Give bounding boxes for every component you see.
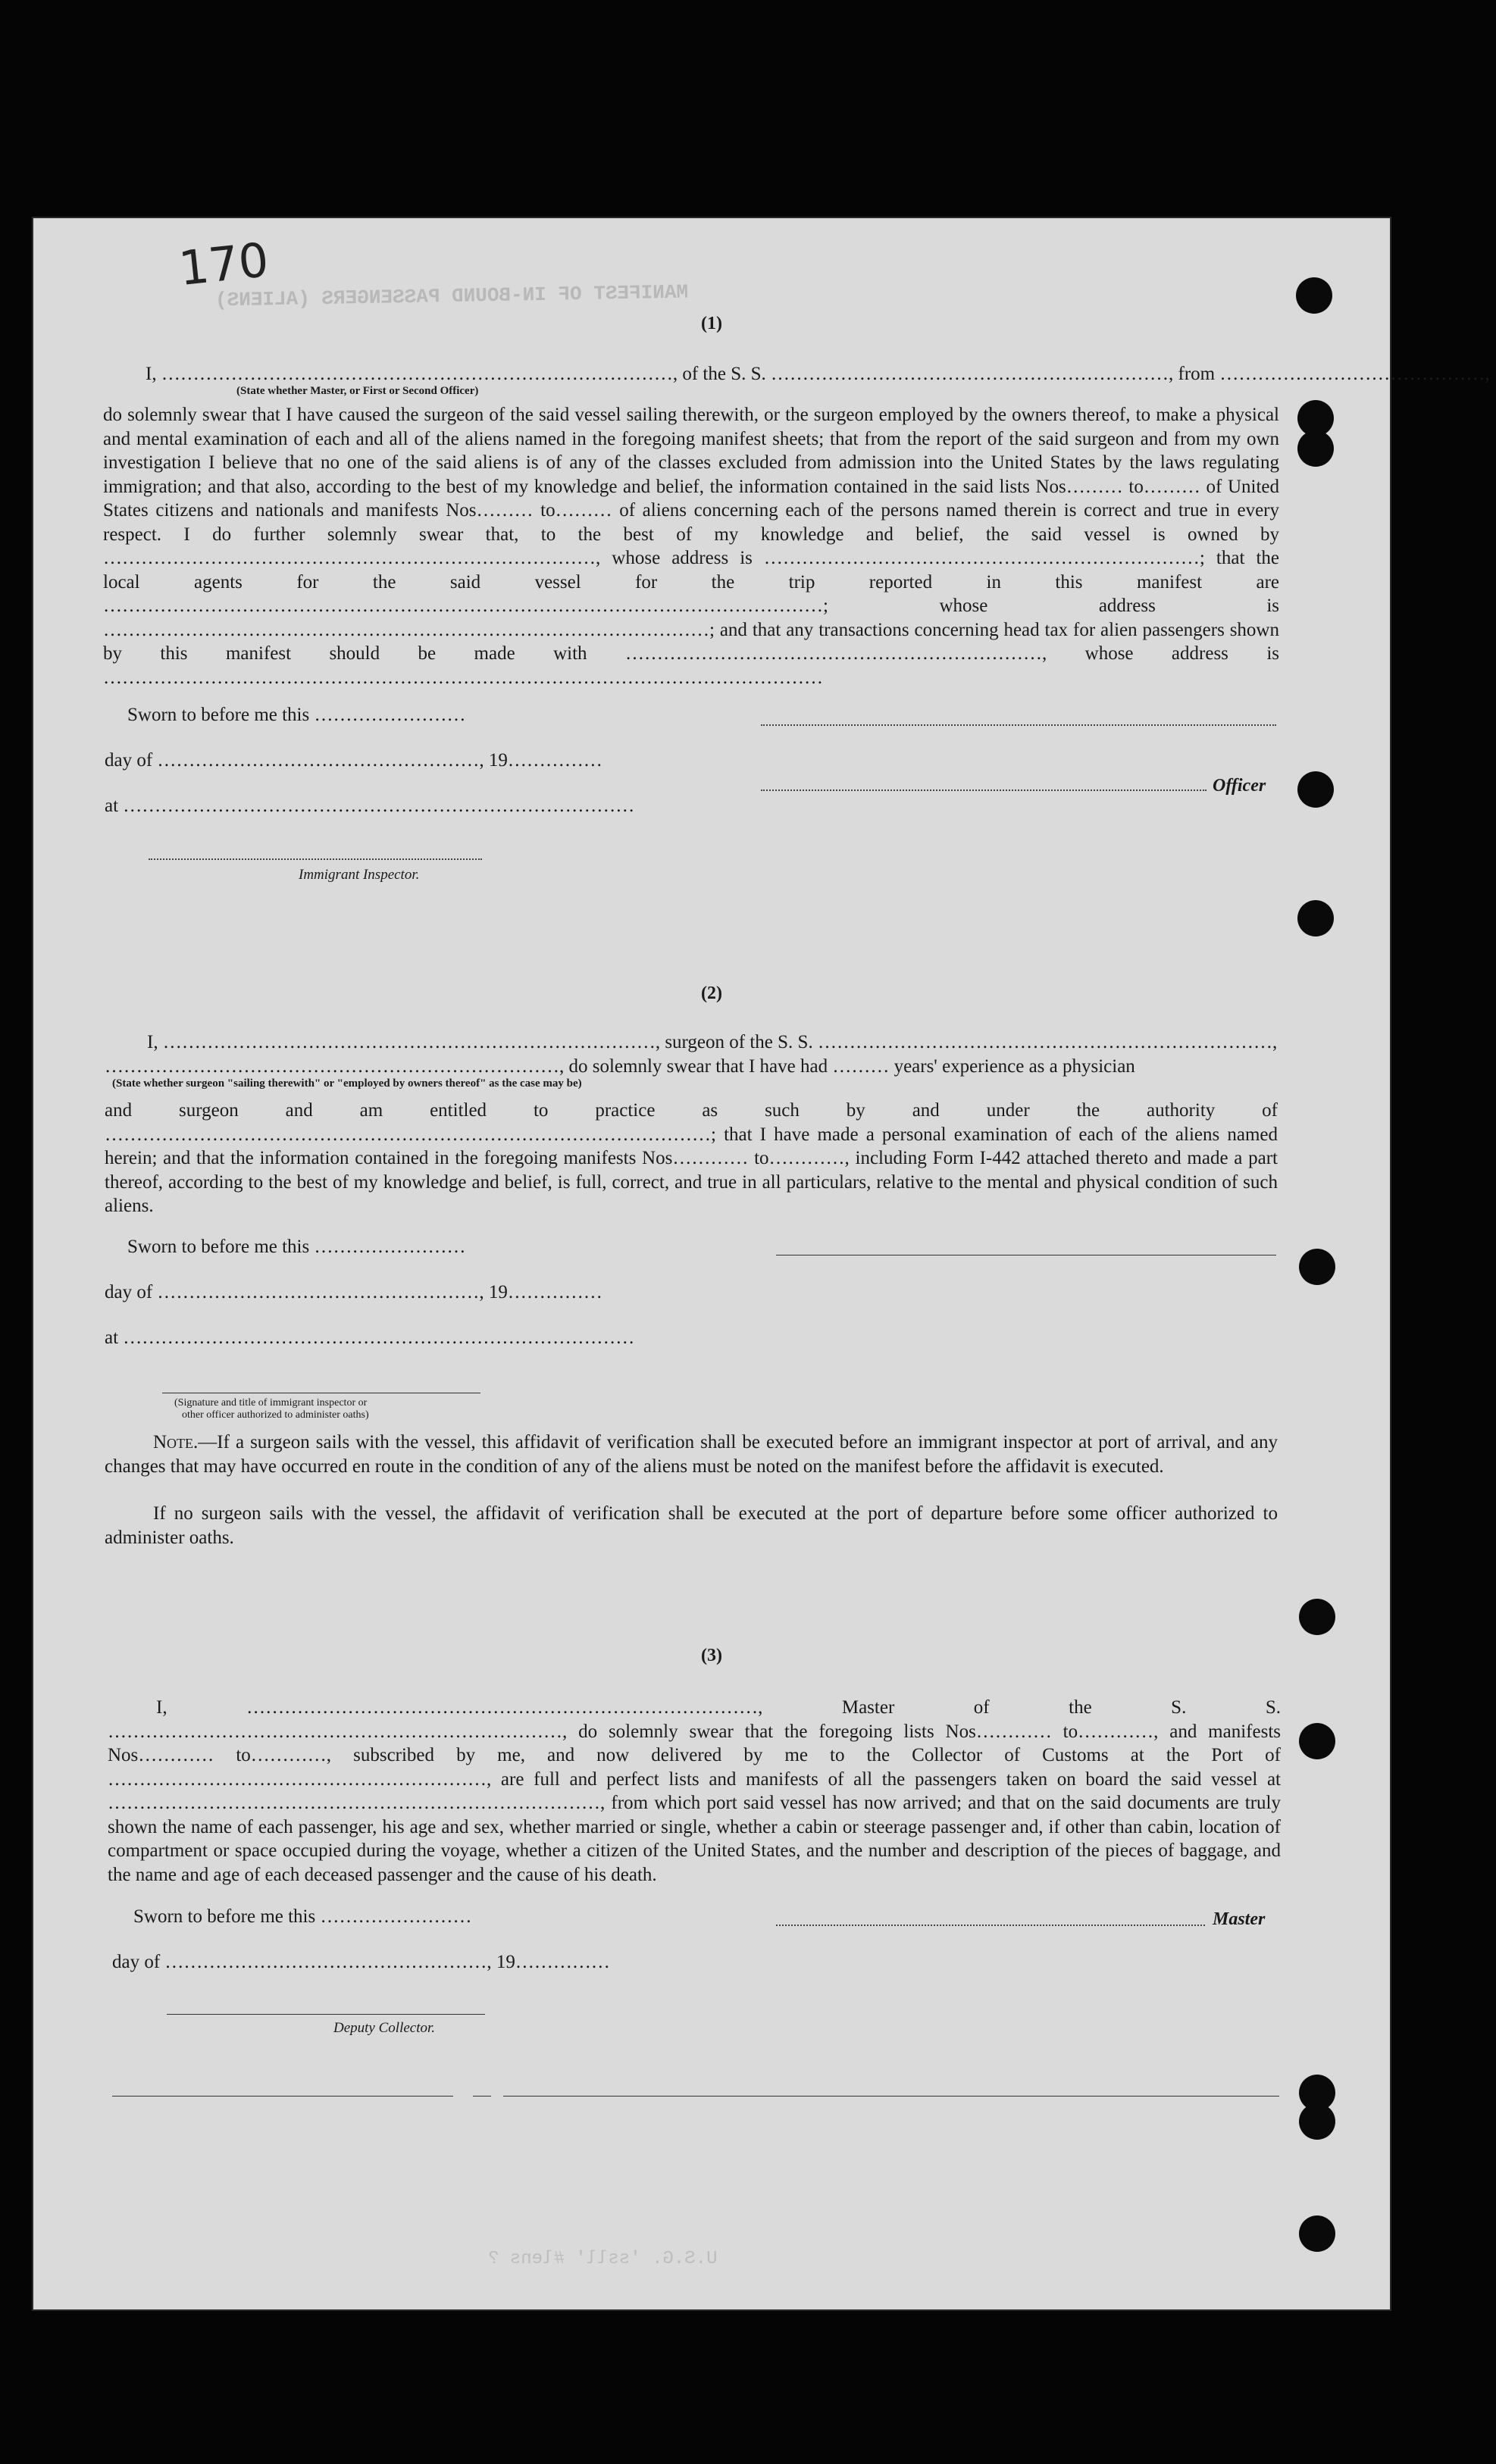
surgeon-note — [105, 1431, 1278, 1478]
punch-hole — [1299, 1723, 1335, 1759]
master-label: Master — [1213, 1909, 1266, 1929]
punch-hole — [1296, 277, 1332, 314]
bottom-rule-left — [112, 2096, 453, 2097]
inspector-signature-line — [149, 858, 482, 860]
section-2-at-line: at ……………………………………………………………………… — [105, 1327, 635, 1348]
immigrant-inspector-label: Immigrant Inspector. — [299, 867, 420, 883]
bottom-rule-dash — [473, 2096, 491, 2097]
master-signature-line — [776, 1925, 1205, 1926]
section-2-oath-text: and surgeon and am entitled to practice as such by and under the authority of ……………………………………………………………………………………; that I have made a personal examination of each of the aliens named herein; and that the information contained in the foregoing manifests Nos………… to…………, including Form I-442 attached thereto and made a part thereof, according to the best of my knowledge and belief, is full, correct, and true in all particulars, relative to the mental and physical condition of such aliens. — [105, 1100, 1278, 1216]
officer-label: Officer — [1213, 776, 1266, 796]
section-1-day-line: day of ……………………………………………, 19…………… — [105, 750, 602, 771]
section-1-right-signature-line — [761, 724, 1276, 726]
bleed-through-header: MANIFEST OF IN-BOUND PASSENGERS (ALIENS) — [214, 280, 689, 312]
section-2-opening-line: I, ……………………………………………………………………, surgeon of the S. S. ………………………………………………………………, — [147, 1032, 1278, 1052]
bottom-rule-right — [503, 2096, 1279, 2097]
section-2-number: (2) — [701, 983, 722, 1003]
section-2-day-line: day of ……………………………………………, 19…………… — [105, 1282, 602, 1302]
punch-hole — [1299, 2215, 1335, 2252]
punch-hole — [1299, 1249, 1335, 1285]
officer-rank-note: (State whether Master, or First or Second Officer) — [236, 385, 479, 397]
surgeon-status-note: (State whether surgeon "sailing therewith" or "employed by owners thereof" as the case may be) — [112, 1077, 582, 1090]
section-3-sworn-line: Sworn to before me this …………………… — [133, 1906, 472, 1927]
manifest-page — [33, 218, 1490, 2309]
signature-title-note-2: other officer authorized to administer oaths) — [182, 1409, 369, 1421]
punch-hole — [1297, 900, 1334, 937]
section-3-day-line: day of ……………………………………………, 19…………… — [112, 1952, 610, 1972]
handwritten-page-number: 170 — [176, 232, 271, 296]
section-3-oath-text: I, ………………………………………………………………………, Master of the S. S. ………………………………………………………………, do solemnly swear that the foregoing lists Nos………… to…………, and manifests Nos………… to…………, subscribed by me, and now delivered by me to the Collector of Customs at the Port of ……………………………………………………, are full and perfect lists and manifests of all the passengers taken on board the said vessel at ……………………………………………………………………, from which port said vessel has now arrived; and that on the said documents are truly shown the name of each passenger, his age and sex, whether married or single, whether a cabin or steerage passenger and, if other than cabin, location of compartment or space occupied during the voyage, whether a citizen of the United States, and the number and description of the pieces of baggage, and the name and age of each deceased passenger and the cause of his death. — [108, 1697, 1281, 1885]
punch-hole — [1299, 1599, 1335, 1635]
section-1-at-line: at ……………………………………………………………………… — [105, 796, 635, 816]
note-label: Note. — [153, 1432, 199, 1452]
section-1-opening-line: I, ………………………………………………………………………, of the S. S. ………………………………………………………, from ……………………………………, — [146, 364, 1490, 384]
deputy-collector-label: Deputy Collector. — [333, 2020, 436, 2036]
section-2-sworn-line: Sworn to before me this …………………… — [127, 1237, 466, 1257]
note-text: —If a surgeon sails with the vessel, this affidavit of verification shall be executed before an immigrant inspector at port of arrival, and any changes that may have occurred en route in the condition of any of the aliens must be noted on the manifest before the affidavit is executed. — [105, 1432, 1278, 1477]
signature-title-note-1: (Signature and title of immigrant inspector or — [174, 1397, 368, 1409]
section-1-number: (1) — [701, 314, 722, 333]
collector-signature-line — [167, 2014, 485, 2015]
punch-hole — [1297, 771, 1334, 808]
punch-hole — [1299, 2103, 1335, 2140]
punch-hole — [1297, 430, 1334, 467]
section-1-sworn-line: Sworn to before me this …………………… — [127, 705, 466, 725]
section-2-experience-line: ………………………………………………………………, do solemnly swear that I have had ……… years' experience as a physician — [105, 1056, 1135, 1077]
section-3-number: (3) — [701, 1646, 722, 1665]
surgeon-note-2: If no surgeon sails with the vessel, the affidavit of verification shall be executed at the port of departure before some officer authorized to administer oaths. — [105, 1503, 1278, 1548]
section-1-oath-text: do solemnly swear that I have caused the surgeon of the said vessel sailing therewith, or the surgeon employed by the owners thereof, to make a physical and mental examination of each and all of the aliens named in the foregoing manifest sheets; that from the report of the said surgeon and from my own investigation I believe that no one of the said aliens is of any of the classes excluded from admission into the United States by the laws regulating immigration; and that also, according to the best of my knowledge and belief, the information contained in the said lists Nos……… to……… of United States citizens and nationals and manifests Nos……… to……… of aliens concerning each of the persons named therein is correct and true in every respect. I do further solemnly swear that, to the best of my knowledge and belief, the said vessel is owned by ……………………………………………………………………, whose address is ……………………………………………………………; that the local agents for the said vessel for the trip reported in this manifest are ……………………………………………………………………………………………………; whose address is ……………………………………………………………………………………; and that any transactions concerning head tax for alien passengers shown by this manifest should be made with …………………………………………………………, whose address is …………………………………………………………………………………………………… — [103, 405, 1279, 688]
bleed-through-footer: U.S.G. 'ssll' #lens ? — [488, 2249, 718, 2269]
officer-signature-line — [761, 790, 1207, 791]
